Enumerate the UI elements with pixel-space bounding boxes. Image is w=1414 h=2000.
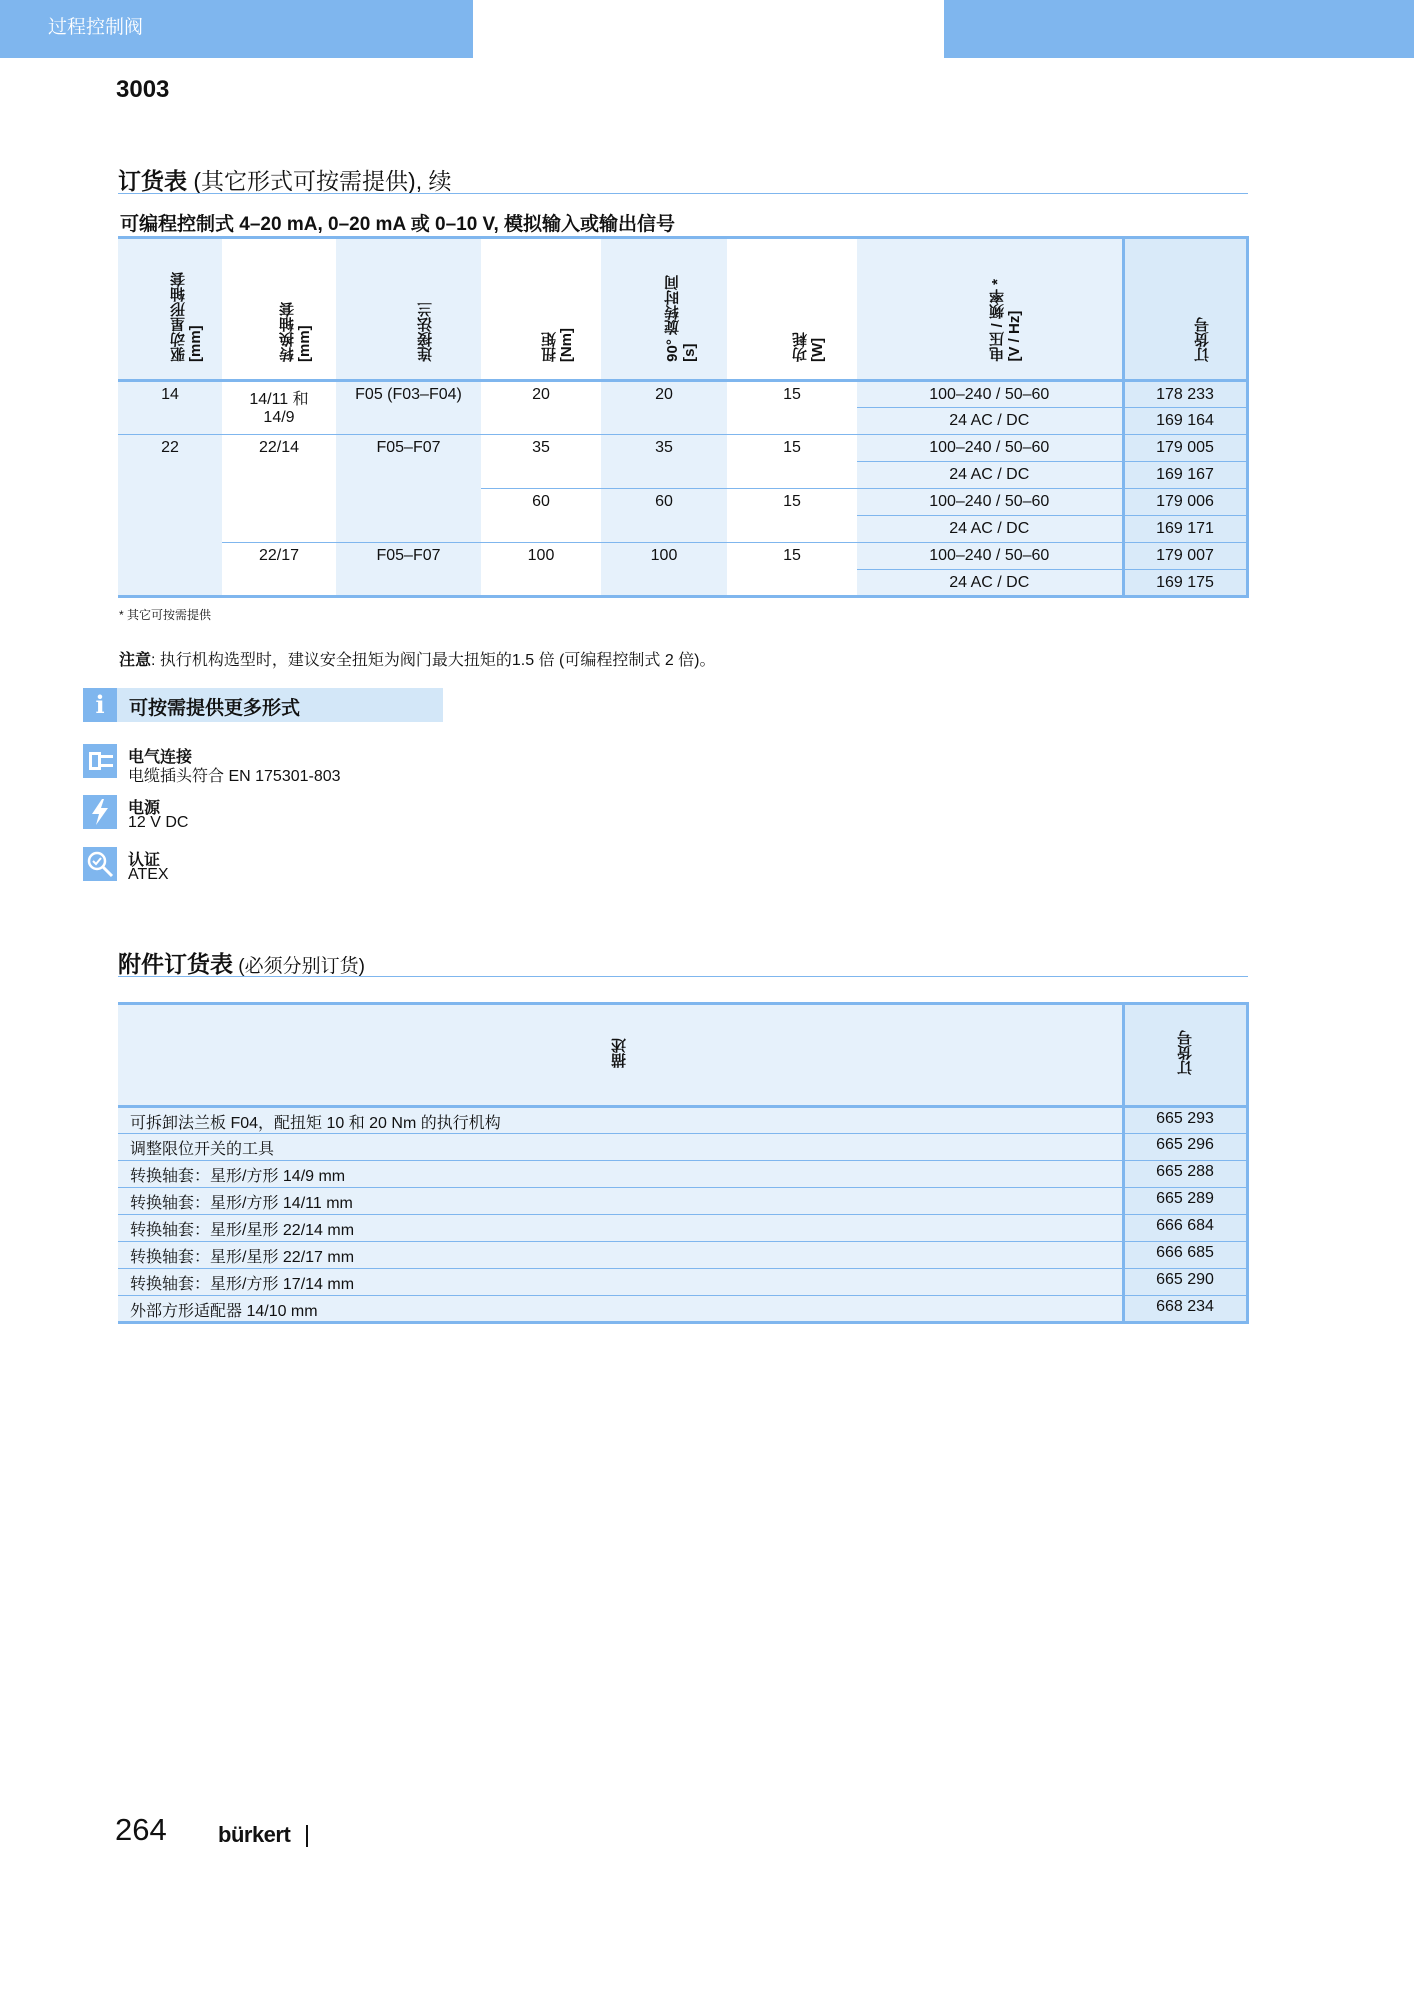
cell-order: 169 167 [1123, 462, 1247, 489]
order-title-rule [118, 193, 1248, 194]
cell-order: 665 289 [1123, 1188, 1247, 1215]
header-desc: 描述 [118, 1004, 1123, 1107]
cell-voltage: 100–240 / 50–60 [857, 435, 1123, 462]
cell-order: 665 290 [1123, 1269, 1247, 1296]
table-row [118, 1161, 1247, 1188]
header-order: 订货号 [1123, 1004, 1247, 1107]
order-title-rest: (其它形式可按需提供), 续 [187, 168, 452, 194]
cell-desc: 转换轴套：星形/星形 22/17 mm [118, 1242, 1123, 1269]
logo-divider [306, 1825, 308, 1847]
table-row [118, 1296, 1247, 1323]
header-bar-right [944, 0, 1414, 58]
accessory-table-title [118, 946, 365, 979]
header-category: 过程控制阀 [48, 17, 144, 38]
feature-title: 电源 [128, 800, 161, 817]
cell-voltage: 24 AC / DC [857, 516, 1123, 543]
header-adapter: 转换轴套 [mm] [222, 238, 336, 381]
cell-time: 60 [601, 489, 727, 543]
cell-torque: 20 [532, 386, 550, 403]
table-row [118, 435, 1247, 462]
lightning-icon [83, 795, 117, 829]
cell-drive: 14 [118, 381, 222, 435]
model-number: 3003 [116, 76, 170, 103]
cell-voltage: 100–240 / 50–60 [857, 543, 1123, 570]
cell-order: 178 233 [1123, 381, 1247, 408]
cell-time: 20 [601, 381, 727, 435]
footnote: * 其它可按需提供 [119, 608, 212, 622]
cell-voltage: 24 AC / DC [857, 570, 1123, 597]
table-row [118, 1188, 1247, 1215]
cell-order: 179 007 [1123, 543, 1247, 570]
order-table-title [118, 163, 452, 196]
accessory-title-rest: (必须分别订货) [233, 956, 365, 977]
accessory-title-bold: 附件订货表 [118, 951, 233, 977]
page-number: 264 [115, 1812, 167, 1847]
cell-voltage: 24 AC / DC [857, 408, 1123, 435]
table-row [118, 1269, 1247, 1296]
feature-value: 电缆插头符合 EN 175301-803 [128, 768, 341, 785]
cell-order: 169 175 [1123, 570, 1247, 597]
cell-order: 665 288 [1123, 1161, 1247, 1188]
cell-flange: F05 (F03–F04) [336, 381, 481, 435]
cell-desc: 转换轴套：星形/方形 14/11 mm [118, 1188, 1123, 1215]
accessory-title-rule [118, 976, 1248, 977]
certification-icon [83, 847, 117, 881]
cell-desc: 转换轴套：星形/方形 14/9 mm [118, 1161, 1123, 1188]
accessory-table [118, 1002, 1249, 1324]
cell-order: 666 684 [1123, 1215, 1247, 1242]
cell-time: 100 [601, 543, 727, 597]
feature-value: 12 V DC [128, 814, 189, 831]
header-torque: 扭矩 [Nm] [481, 238, 601, 381]
info-title: 可按需提供更多形式 [129, 698, 301, 719]
order-table [118, 236, 1249, 598]
cell-order: 169 164 [1123, 408, 1247, 435]
header-flange: 连接法兰 [336, 238, 481, 381]
feature-title: 认证 [128, 852, 161, 869]
cell-flange: F05–F07 [336, 543, 481, 597]
table-row [118, 1242, 1247, 1269]
cell-voltage: 24 AC / DC [857, 462, 1123, 489]
cell-order: 169 171 [1123, 516, 1247, 543]
order-title-bold: 订货表 [118, 168, 187, 194]
cell-order: 668 234 [1123, 1296, 1247, 1323]
cell-torque: 35 [481, 435, 601, 489]
cell-order: 179 005 [1123, 435, 1247, 462]
cell-adapter: 14/11 和 14/9 [249, 391, 309, 426]
header-drive: 驱动星形轴套 [mm] [118, 238, 222, 381]
cell-adapter: 22/17 [222, 543, 336, 597]
cell-desc: 外部方形适配器 14/10 mm [118, 1296, 1123, 1323]
cell-power: 15 [727, 435, 857, 489]
cell-torque: 100 [481, 543, 601, 597]
header-voltage: 电压 / 频率 * [V / Hz] [857, 238, 1123, 381]
cell-power: 15 [727, 489, 857, 543]
cell-adapter: 22/14 [222, 435, 336, 543]
header-bar-left [0, 0, 473, 58]
info-bar [83, 688, 443, 722]
plug-icon [83, 744, 117, 778]
cell-power: 15 [783, 386, 801, 403]
cell-flange: F05–F07 [336, 435, 481, 543]
table-row [118, 1215, 1247, 1242]
cell-drive: 22 [118, 435, 222, 597]
cell-desc: 转换轴套：星形/星形 22/14 mm [118, 1215, 1123, 1242]
feature-value: ATEX [128, 866, 169, 883]
cell-order: 179 006 [1123, 489, 1247, 516]
cell-voltage: 100–240 / 50–60 [857, 489, 1123, 516]
table-row [118, 381, 1247, 408]
header-time: 90° 旋转时间 [s] [601, 238, 727, 381]
cell-desc: 可拆卸法兰板 F04，配扭矩 10 和 20 Nm 的执行机构 [118, 1107, 1123, 1134]
cell-power: 15 [727, 543, 857, 597]
cell-order: 665 296 [1123, 1134, 1247, 1161]
note-label: 注意 [119, 652, 152, 669]
order-table-subtitle: 可编程控制式 4–20 mA, 0–20 mA 或 0–10 V, 模拟输入或输出信号 [120, 214, 676, 235]
cell-order: 665 293 [1123, 1107, 1247, 1134]
info-icon: i [83, 688, 117, 722]
cell-desc: 调整限位开关的工具 [118, 1134, 1123, 1161]
cell-time: 35 [601, 435, 727, 489]
header-power: 功耗 [W] [727, 238, 857, 381]
note [119, 647, 716, 670]
table-row [118, 1107, 1247, 1134]
cell-torque: 60 [481, 489, 601, 543]
cell-order: 666 685 [1123, 1242, 1247, 1269]
table-row [118, 1134, 1247, 1161]
cell-desc: 转换轴套：星形/方形 17/14 mm [118, 1269, 1123, 1296]
order-header-row [118, 238, 1247, 381]
header-order: 订货号 [1123, 238, 1247, 381]
cell-voltage: 100–240 / 50–60 [857, 381, 1123, 408]
note-text: : 执行机构选型时，建议安全扭矩为阀门最大扭矩的1.5 倍 (可编程控制式 2 倍)。 [151, 652, 716, 669]
table-row [118, 543, 1247, 570]
brand-logo: bürkert [218, 1822, 291, 1847]
feature-title: 电气连接 [128, 749, 193, 766]
accessory-header-row [118, 1004, 1247, 1107]
